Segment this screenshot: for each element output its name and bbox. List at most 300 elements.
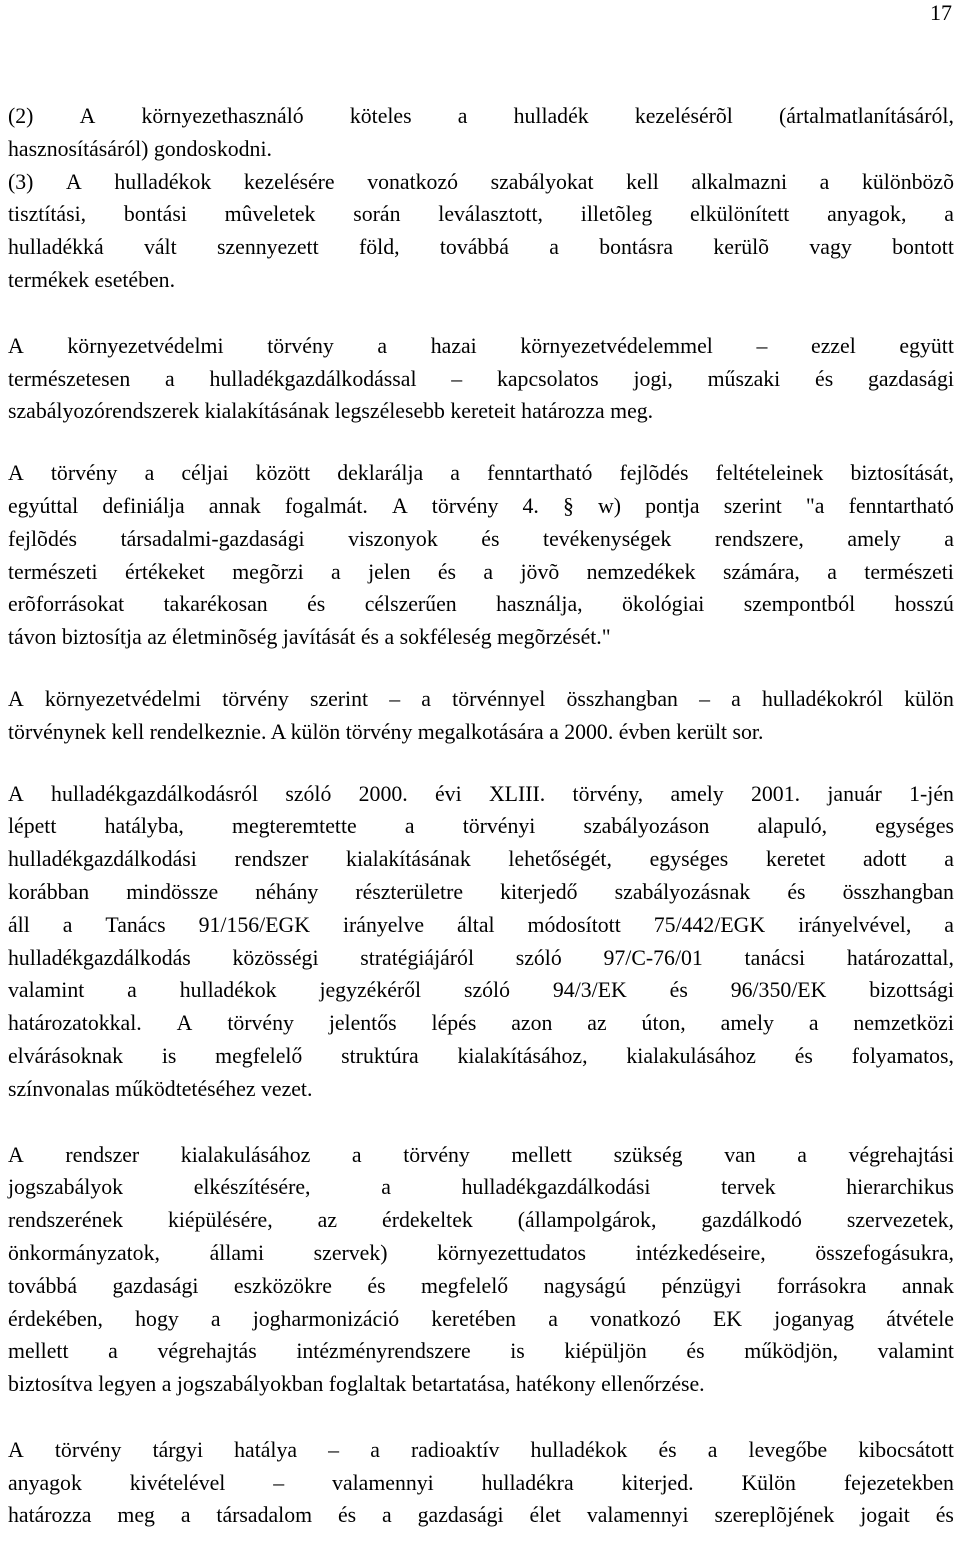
word: a: [404, 814, 415, 839]
word: korábban: [8, 879, 90, 904]
word: jogszabályok: [8, 1175, 124, 1200]
text-line: szabályozórendszerek kialakításának legszélesebb kereteit határozza meg.: [8, 399, 654, 424]
word: műszaki: [707, 366, 781, 391]
word: megfelelő: [421, 1273, 509, 1298]
word: részterületre: [355, 879, 464, 904]
word: mellett: [511, 1142, 572, 1167]
word: bontási: [123, 202, 187, 227]
text-line: [8, 330, 954, 363]
word: forrásokra: [776, 1273, 867, 1298]
word: Tanács: [105, 912, 166, 937]
word: végrehajtás: [157, 1339, 257, 1364]
word: törvény: [50, 461, 118, 486]
word: is: [161, 1043, 177, 1068]
word: a: [377, 333, 388, 358]
word: 2000.: [358, 781, 408, 806]
word: a: [707, 1437, 718, 1462]
word: megõrzi: [232, 559, 304, 584]
word: hogy: [135, 1306, 179, 1331]
word: jegyzékéről: [319, 978, 422, 1003]
word: hulladékokról: [761, 686, 884, 711]
word: fogalmát.: [284, 493, 368, 518]
word: különbözõ: [861, 169, 954, 194]
word: elkülönített: [690, 202, 790, 227]
word: stratégiájáról: [360, 945, 475, 970]
word: és: [794, 1043, 813, 1068]
word: anyagok: [8, 1470, 82, 1495]
word: szervek): [313, 1240, 388, 1265]
word: a: [944, 847, 954, 872]
word: nemzetközi: [853, 1011, 954, 1036]
word: környezetvédelmi: [67, 333, 224, 358]
word: "a: [805, 493, 825, 518]
word: kiterjedő: [500, 879, 578, 904]
word: hazai: [430, 333, 477, 358]
word: annak: [901, 1273, 954, 1298]
word: A: [8, 686, 24, 711]
word: és: [686, 1339, 705, 1364]
word: évi: [435, 781, 462, 806]
word: jövõ: [520, 559, 560, 584]
word: határozatokkal.: [8, 1011, 142, 1036]
word: amely: [670, 781, 724, 806]
word: szabályokat: [490, 169, 594, 194]
word: EK: [712, 1306, 743, 1331]
text-line: távon biztosítja az életminõség javítását és a sokféleség megõrzését.": [8, 625, 611, 650]
text-line: [8, 1237, 954, 1270]
word: definiálja: [102, 493, 185, 518]
word: hulladékok: [179, 978, 277, 1003]
word: A: [66, 169, 82, 194]
word: illetõleg: [580, 202, 653, 227]
text-line: [8, 1303, 954, 1336]
text-line: [8, 1040, 954, 1073]
word: 2001.: [751, 781, 801, 806]
word: kezelésérõl: [634, 104, 733, 128]
document-body: [8, 100, 954, 1532]
word: (állampolgárok,: [517, 1208, 657, 1233]
page-number: 17: [930, 0, 952, 25]
word: által: [457, 912, 495, 937]
word: a: [180, 1503, 191, 1528]
word: együtt: [899, 333, 954, 358]
word: törvény: [403, 1142, 470, 1167]
word: és: [815, 366, 834, 391]
word: társadalom: [216, 1503, 313, 1528]
word: összhangban: [842, 879, 954, 904]
word: azon: [511, 1011, 553, 1036]
word: hosszú: [894, 592, 954, 617]
word: kialakulásához: [626, 1043, 756, 1068]
word: törvény: [431, 493, 499, 518]
word: ezzel: [811, 333, 856, 358]
word: környezethasználó: [141, 104, 304, 128]
word: levegőbe: [748, 1437, 828, 1462]
word: tervek: [721, 1175, 776, 1200]
word: leválasztott,: [438, 202, 543, 227]
word: külön: [904, 686, 954, 711]
word: viszonyok: [348, 526, 438, 551]
text-line: [8, 1007, 954, 1040]
word: megfelelő: [215, 1043, 303, 1068]
word: keretében: [431, 1306, 517, 1331]
word: rendszere,: [714, 526, 804, 551]
word: valamennyi: [332, 1470, 434, 1495]
word: természetesen: [8, 366, 131, 391]
word: törvény: [54, 1437, 122, 1462]
text-line: [8, 778, 954, 811]
word: is: [510, 1339, 525, 1364]
word: egységes: [649, 847, 729, 872]
word: törvény,: [572, 781, 644, 806]
word: hulladékgazdálkodási: [461, 1175, 651, 1200]
word: rendszerének: [8, 1208, 123, 1233]
word: fenntartható: [848, 493, 954, 518]
word: fejlõdés: [8, 526, 77, 551]
word: a: [483, 559, 494, 584]
word: végrehajtási: [848, 1142, 954, 1167]
word: érdekeltek: [382, 1208, 473, 1233]
text-line: [8, 810, 954, 843]
word: a: [370, 1437, 380, 1462]
word: hulladékra: [481, 1470, 574, 1495]
word: hatályba,: [104, 814, 184, 839]
word: és: [367, 1273, 386, 1298]
word: környezetvédelmi: [44, 686, 202, 711]
word: pontja: [645, 493, 700, 518]
word: a: [351, 1142, 362, 1167]
word: A: [8, 781, 24, 806]
word: a: [944, 526, 954, 551]
word: 91/156/EGK: [198, 912, 310, 937]
word: közösségi: [232, 945, 319, 970]
word: áll: [8, 912, 30, 937]
word: a: [210, 1306, 221, 1331]
word: ökológiai: [622, 592, 705, 617]
word: a: [944, 912, 954, 937]
word: A: [8, 333, 24, 358]
text-line: [8, 457, 954, 490]
word: nemzedékek: [586, 559, 696, 584]
word: társadalmi-gazdasági: [120, 526, 305, 551]
text-line: [8, 1499, 954, 1532]
word: törvényi: [462, 814, 536, 839]
text-line: termékek esetében.: [8, 267, 176, 292]
word: intézményrendszere: [296, 1339, 471, 1364]
text-line: biztosítva legyen a jogszabályokban foglaltak betartatása, hatékony ellenőrzése.: [8, 1372, 705, 1397]
word: a: [165, 366, 175, 391]
word: a: [331, 559, 341, 584]
word: A: [8, 1142, 24, 1167]
text-line: [8, 942, 954, 975]
word: vált: [143, 235, 177, 260]
text-line: [8, 1204, 954, 1237]
word: kiépülésére,: [167, 1208, 273, 1233]
paragraph-waste-management-act-2000: [8, 778, 954, 1106]
word: január: [827, 781, 882, 806]
word: valamennyi: [586, 1503, 689, 1528]
word: a: [381, 1175, 391, 1200]
word: adott: [862, 847, 907, 872]
word: törvény: [222, 686, 289, 711]
word: mellett: [8, 1339, 69, 1364]
word: nagyságú: [543, 1273, 626, 1298]
word: és: [658, 1437, 677, 1462]
text-line: [8, 683, 954, 716]
word: kialakulásához: [180, 1142, 311, 1167]
word: fejezetekben: [843, 1470, 954, 1495]
paragraph-waste-management-obligations: [8, 100, 954, 297]
word: a: [819, 169, 830, 194]
word: úton,: [641, 1011, 686, 1036]
word: erõforrásokat: [8, 592, 125, 617]
word: alkalmazni: [691, 169, 788, 194]
word: törvény: [227, 1011, 294, 1036]
word: gazdasági: [867, 366, 954, 391]
word: struktúra: [341, 1043, 419, 1068]
word: –: [451, 366, 463, 391]
word: A: [176, 1011, 193, 1036]
word: §: [562, 493, 574, 518]
word: és: [669, 978, 688, 1003]
text-line: [8, 974, 954, 1007]
word: deklarálja: [337, 461, 424, 486]
word: szempontból: [743, 592, 856, 617]
word: eszközökre: [233, 1273, 332, 1298]
word: használja,: [496, 592, 583, 617]
word: törvény: [267, 333, 334, 358]
word: (3): [8, 169, 34, 194]
word: elvárásoknak: [8, 1043, 123, 1068]
word: kezelésére: [243, 169, 335, 194]
word: jogharmonizáció: [252, 1306, 400, 1331]
text-line: [8, 198, 954, 231]
word: élet: [529, 1503, 561, 1528]
word: hulladék: [513, 104, 589, 128]
word: –: [756, 333, 768, 358]
word: meg: [117, 1503, 155, 1528]
word: radioaktív: [410, 1437, 500, 1462]
word: vonatkozó: [367, 169, 459, 194]
word: bizottsági: [869, 978, 954, 1003]
word: kerülõ: [713, 235, 770, 260]
word: kialakításához,: [457, 1043, 588, 1068]
word: tevékenységek: [543, 526, 672, 551]
word: és: [481, 526, 500, 551]
word: vagy: [809, 235, 852, 260]
word: pénzügyi: [661, 1273, 742, 1298]
word: megteremtette: [232, 814, 357, 839]
word: (ártalmatlanításáról,: [779, 104, 954, 128]
word: 94/3/EK: [552, 978, 627, 1003]
paragraph-separate-waste-law: [8, 683, 954, 749]
word: kivételével: [129, 1470, 226, 1495]
text-line: törvénynek kell rendelkeznie. A külön törvény megalkotására a 2000. évben került sor.: [8, 719, 764, 744]
word: szervezetek,: [846, 1208, 954, 1233]
word: környezetvédelemmel: [520, 333, 713, 358]
word: –: [328, 1437, 340, 1462]
word: amely: [847, 526, 901, 551]
text-line: [8, 909, 954, 942]
word: szóló: [285, 781, 332, 806]
word: jelentős: [328, 1011, 397, 1036]
text-line: [8, 363, 954, 396]
word: –: [273, 1470, 285, 1495]
text-line: [8, 166, 954, 199]
word: szereplõjének: [714, 1503, 835, 1528]
word: irányelve: [342, 912, 425, 937]
word: mindössze: [126, 879, 219, 904]
paragraph-scope-of-act: [8, 1434, 954, 1532]
text-line: [8, 523, 954, 556]
word: szabályozásnak: [614, 879, 751, 904]
word: határozza: [8, 1503, 92, 1528]
word: szükség: [613, 1142, 683, 1167]
word: a: [108, 1339, 118, 1364]
word: önkormányzatok,: [8, 1240, 160, 1265]
word: a: [450, 461, 460, 486]
word: 1-jén: [909, 781, 954, 806]
word: határozattal,: [846, 945, 954, 970]
word: működjön,: [744, 1339, 839, 1364]
word: kiterjed.: [621, 1470, 694, 1495]
word: A: [79, 104, 96, 128]
word: egyúttal: [8, 493, 79, 518]
word: tárgyi: [152, 1437, 204, 1462]
word: valamint: [877, 1339, 954, 1364]
word: célszerűen: [364, 592, 457, 617]
word: az: [317, 1208, 338, 1233]
word: anyagok,: [827, 202, 907, 227]
word: mûveletek: [224, 202, 316, 227]
word: w): [597, 493, 621, 518]
word: hulladékok: [530, 1437, 628, 1462]
word: hulladékká: [8, 235, 104, 260]
word: feltételeinek: [715, 461, 824, 486]
word: szóló: [464, 978, 511, 1003]
word: biztosítását,: [850, 461, 954, 486]
word: szabályozáson: [583, 814, 710, 839]
text-line: [8, 100, 954, 133]
word: lehetőségét,: [508, 847, 612, 872]
word: során: [353, 202, 401, 227]
word: (2): [8, 104, 34, 128]
text-line: [8, 1171, 954, 1204]
word: a: [548, 1306, 558, 1331]
word: köteles: [349, 104, 412, 128]
text-line: [8, 556, 954, 589]
word: a: [731, 686, 741, 711]
word: szerint: [309, 686, 369, 711]
word: hulladékgazdálkodási: [8, 847, 197, 872]
word: egységes: [875, 814, 954, 839]
word: hatálya: [234, 1437, 298, 1462]
word: jelen: [368, 559, 411, 584]
word: jogait: [860, 1503, 910, 1528]
word: természeti: [864, 559, 954, 584]
word: gazdálkodó: [701, 1208, 802, 1233]
text-line: hasznosításáról) gondoskodni.: [8, 136, 272, 161]
word: A: [8, 1437, 24, 1462]
word: a: [944, 202, 954, 227]
word: alapuló,: [757, 814, 828, 839]
word: amely: [720, 1011, 774, 1036]
word: érdekében,: [8, 1306, 103, 1331]
word: összhangban: [566, 686, 678, 711]
word: a: [808, 1011, 819, 1036]
word: van: [724, 1142, 756, 1167]
word: átvétele: [886, 1306, 954, 1331]
word: néhány: [255, 879, 319, 904]
word: hulladékgazdálkodással: [209, 366, 417, 391]
word: és: [437, 559, 457, 584]
word: értékeket: [124, 559, 205, 584]
word: és: [787, 879, 806, 904]
word: hulladékok: [114, 169, 212, 194]
word: és: [935, 1503, 954, 1528]
word: és: [307, 592, 326, 617]
word: állami: [209, 1240, 265, 1265]
word: szennyezett: [216, 235, 319, 260]
word: kell: [626, 169, 659, 194]
word: XLIII.: [488, 781, 546, 806]
paragraph-environmental-protection-act: [8, 330, 954, 428]
word: kialakításának: [346, 847, 471, 872]
word: módosított: [527, 912, 621, 937]
word: az: [587, 1011, 607, 1036]
word: –: [699, 686, 710, 711]
word: fejlõdés: [619, 461, 689, 486]
word: tanácsi: [744, 945, 806, 970]
word: Külön: [741, 1470, 796, 1495]
word: lépés: [431, 1011, 477, 1036]
word: a: [549, 235, 559, 260]
word: valamint: [8, 978, 85, 1003]
text-line: színvonalas működtetéséhez vezet.: [8, 1076, 313, 1101]
text-line: [8, 843, 954, 876]
word: rendszer: [234, 847, 309, 872]
text-line: [8, 1270, 954, 1303]
word: a: [421, 686, 431, 711]
word: A: [391, 493, 408, 518]
word: továbbá: [8, 1273, 77, 1298]
word: föld,: [358, 235, 400, 260]
word: annak: [208, 493, 261, 518]
word: kapcsolatos: [496, 366, 599, 391]
word: környezettudatos: [437, 1240, 587, 1265]
text-line: [8, 1139, 954, 1172]
word: 96/350/EK: [730, 978, 827, 1003]
word: vonatkozó: [590, 1306, 681, 1331]
word: lépett: [8, 814, 57, 839]
word: irányelvével,: [798, 912, 912, 937]
word: fenntartható: [487, 461, 593, 486]
word: hulladékgazdálkodás: [8, 945, 191, 970]
word: 97/C-76/01: [603, 945, 703, 970]
text-line: [8, 231, 954, 264]
word: bontásra: [599, 235, 674, 260]
word: törvénnyel: [452, 686, 546, 711]
text-line: [8, 1434, 954, 1467]
word: a: [457, 104, 468, 128]
word: hulladékgazdálkodásról: [51, 781, 259, 806]
text-line: [8, 1335, 954, 1368]
word: összefogásukra,: [815, 1240, 954, 1265]
word: szerint: [723, 493, 782, 518]
word: és: [337, 1503, 357, 1528]
text-line: [8, 1467, 954, 1500]
word: tisztítási,: [8, 202, 87, 227]
